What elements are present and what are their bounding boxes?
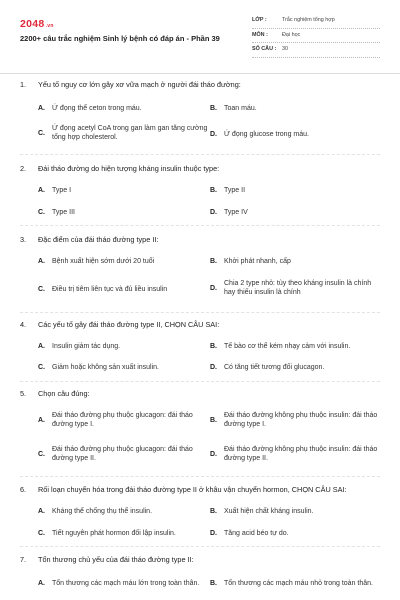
question-text: Rối loạn chuyển hóa trong đái tháo đường type II ở khâu vận chuyển hormon, CHỌN CÂU SAI: [38, 485, 347, 494]
option-key: C. [38, 364, 45, 371]
option-text: Ứ đọng glucose trong máu. [224, 131, 309, 138]
option-key: D. [210, 209, 217, 216]
option-key: B. [210, 187, 217, 194]
option-text: Tổn thương các mạch máu nhỏ trong toàn thân. [224, 580, 373, 587]
option-c[interactable] [38, 208, 208, 217]
option-d[interactable] [210, 208, 380, 217]
question-divider [20, 154, 380, 155]
option-text: Tiết nguyên phát hormon đối lập insulin. [52, 530, 176, 537]
question-divider [20, 381, 380, 382]
option-c[interactable] [38, 285, 208, 294]
option-key: D. [210, 284, 217, 292]
option-key: A. [38, 105, 45, 112]
option-key: C. [38, 450, 45, 458]
option-b[interactable] [210, 579, 380, 588]
option-key: A. [38, 187, 45, 194]
option-key: A. [38, 258, 45, 265]
option-key: B. [210, 416, 217, 424]
option-key: D. [210, 131, 217, 138]
option-key: B. [210, 343, 217, 350]
option-a[interactable] [38, 579, 208, 588]
meta-key: MÔN : [252, 31, 268, 38]
option-text: Có tăng tiết tương đối glucagon. [224, 364, 325, 371]
question-header [20, 164, 380, 174]
meta-value: Đại học [282, 31, 301, 38]
option-text: Đái tháo đường phụ thuộc glucagon: đái tháo đường type I. [52, 412, 193, 429]
option-text: Tăng acid béo tự do. [224, 530, 289, 537]
option-text: Type II [224, 187, 246, 194]
option-b[interactable] [210, 507, 380, 516]
document-header [0, 0, 400, 74]
option-c[interactable] [38, 124, 208, 143]
question-number: 7. [20, 555, 27, 564]
option-b[interactable] [210, 411, 380, 430]
option-text: Xuất hiện chất kháng insulin. [224, 508, 314, 515]
option-text: Kháng thể chống thụ thể insulin. [52, 508, 153, 515]
question-text: Đái tháo đường do hiện tượng kháng insulin thuộc type: [38, 164, 220, 173]
option-key: C. [38, 530, 45, 537]
question-text: Chọn câu đúng: [38, 389, 90, 398]
brand-logo[interactable] [20, 17, 54, 31]
option-text: Type IV [224, 209, 248, 216]
question-number: 3. [20, 235, 27, 244]
option-a[interactable] [38, 186, 208, 195]
meta-key: SỐ CÂU : [252, 46, 277, 53]
option-text: Giảm hoặc không sản xuất insulin. [52, 364, 160, 371]
option-d[interactable] [210, 279, 380, 298]
option-text: Tế bào cơ thể kém nhạy cảm với insulin. [224, 343, 351, 350]
option-d[interactable] [210, 445, 380, 464]
option-key: B. [210, 258, 217, 265]
option-text: Đái tháo đường phụ thuộc glucagon: đái tháo đường type II. [52, 446, 193, 463]
meta-value: Trắc nghiệm tổng hợp [282, 17, 335, 24]
meta-row-count [252, 43, 380, 58]
option-a[interactable] [38, 507, 208, 516]
question-number: 5. [20, 389, 27, 398]
document-title: 2200+ câu trắc nghiệm Sinh lý bệnh có đáp án - Phần 39 [20, 34, 220, 43]
question-header [20, 235, 380, 245]
question-header [20, 485, 380, 495]
question-number: 1. [20, 80, 27, 89]
option-key: A. [38, 343, 45, 350]
option-c[interactable] [38, 529, 208, 538]
option-key: D. [210, 450, 217, 458]
brand-name: 2048 [20, 18, 45, 30]
option-text: Khởi phát nhanh, cấp [224, 258, 291, 265]
option-text: Ứ đọng acetyl CoA trong gan làm gan tăng cường tổng hợp cholesterol. [52, 125, 208, 142]
brand-suffix: .vn [45, 23, 54, 29]
question-header [20, 80, 380, 90]
meta-row-class [252, 14, 380, 29]
question-number: 4. [20, 320, 27, 329]
option-b[interactable] [210, 104, 380, 113]
question-header [20, 555, 380, 565]
option-a[interactable] [38, 411, 208, 430]
option-key: C. [38, 129, 45, 137]
question-header [20, 389, 380, 399]
option-d[interactable] [210, 130, 380, 139]
meta-key: LỚP : [252, 17, 267, 24]
option-a[interactable] [38, 104, 208, 113]
meta-value: 30 [282, 46, 288, 53]
option-d[interactable] [210, 363, 380, 372]
option-key: B. [210, 105, 217, 112]
option-key: C. [38, 209, 45, 216]
option-text: Bệnh xuất hiện sớm dưới 20 tuổi [52, 258, 155, 265]
option-text: Đái tháo đường không phụ thuộc insulin: đái tháo đường type I. [224, 412, 378, 429]
question-text: Yếu tố nguy cơ lớn gây xơ vữa mạch ở người đái tháo đường: [38, 80, 241, 89]
question-divider [20, 546, 380, 547]
option-key: A. [38, 580, 45, 587]
question-text: Các yếu tố gây đái tháo đường type II, CHỌN CÂU SAI: [38, 320, 220, 329]
question-divider [20, 312, 380, 313]
option-key: B. [210, 580, 217, 587]
option-key: B. [210, 508, 217, 515]
option-key: C. [38, 286, 45, 293]
option-text: Ứ đọng thể ceton trong máu. [52, 105, 142, 112]
option-b[interactable] [210, 257, 380, 266]
option-b[interactable] [210, 186, 380, 195]
question-divider [20, 476, 380, 477]
option-d[interactable] [210, 529, 380, 538]
question-number: 2. [20, 164, 27, 173]
option-key: D. [210, 530, 217, 537]
option-text: Chia 2 type nhỏ: tùy theo kháng insulin là chính hay thiếu insulin là chính [224, 280, 372, 297]
option-key: A. [38, 416, 45, 424]
option-text: Tổn thương các mạch máu lớn trong toàn thân. [52, 580, 200, 587]
option-text: Đái tháo đường không phụ thuộc insulin: đái tháo đường type II. [224, 446, 378, 463]
option-text: Type I [52, 187, 72, 194]
option-key: A. [38, 508, 45, 515]
option-b[interactable] [210, 342, 380, 351]
header-divider [0, 73, 400, 74]
option-text: Toan máu. [224, 105, 257, 112]
option-key: D. [210, 364, 217, 371]
option-text: Insulin giảm tác dụng. [52, 343, 121, 350]
question-text: Tổn thương chủ yếu của đái tháo đường type II: [38, 555, 194, 564]
option-c[interactable] [38, 363, 208, 372]
option-text: Điều trị tiêm liên tục và đủ liều insulin [52, 286, 168, 293]
option-text: Type III [52, 209, 75, 216]
option-a[interactable] [38, 342, 208, 351]
question-number: 6. [20, 485, 27, 494]
option-c[interactable] [38, 445, 208, 464]
question-header [20, 320, 380, 330]
meta-row-subject [252, 29, 380, 44]
question-text: Đặc điểm của đái tháo đường type II: [38, 235, 159, 244]
option-a[interactable] [38, 257, 208, 266]
meta-info [252, 14, 380, 58]
question-divider [20, 225, 380, 226]
